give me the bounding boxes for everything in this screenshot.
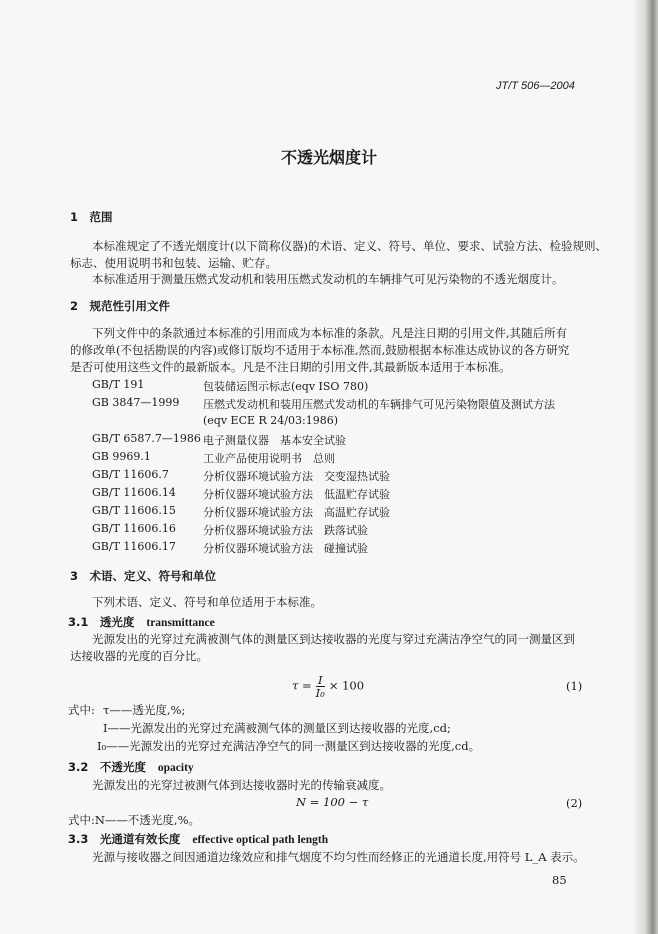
- ref-title: (eqv ECE R 24/03:1986): [203, 414, 338, 427]
- where-item: I——光源发出的光穿过充满被测气体的测量区到达接收器的光度,cd;: [103, 721, 451, 735]
- fraction-denominator: I₀: [315, 686, 325, 700]
- section-2-heading: 2 规范性引用文件: [70, 299, 171, 313]
- term-english: effective optical path length: [192, 834, 329, 846]
- ref-code: GB/T 11606.14: [92, 486, 176, 499]
- equation-fraction: [316, 674, 325, 699]
- equation-2: N = 100 − τ: [296, 795, 369, 809]
- s1-paragraph-2: 本标准适用于测量压燃式发动机和装用压燃式发动机的车辆排气可见污染物的不透光烟度计。: [92, 272, 564, 286]
- ref-code: GB 9969.1: [92, 450, 151, 463]
- equation-lhs: τ =: [292, 678, 312, 693]
- ref-code: GB/T 11606.17: [92, 540, 176, 553]
- section-1-heading: 1 范围: [70, 210, 113, 224]
- document-title: 不透光烟度计: [280, 148, 377, 167]
- where-item: I₀——光源发出的光穿过充满洁净空气的同一测量区到达接收器的光度,cd。: [97, 739, 481, 753]
- equation-rhs: × 100: [328, 678, 365, 693]
- equation-number: (1): [566, 679, 583, 693]
- page-number: 85: [552, 873, 567, 887]
- term-3-1-definition: 达接收器的光度的百分比。: [70, 649, 208, 663]
- term-english: opacity: [157, 762, 194, 774]
- where-item: τ——透光度,%;: [103, 703, 186, 717]
- ref-title: 分析仪器环境试验方法 碰撞试验: [203, 542, 368, 555]
- ref-title: 工业产品使用说明书 总则: [203, 452, 335, 465]
- ref-title: 分析仪器环境试验方法 低温贮存试验: [203, 488, 390, 501]
- s1-paragraph-line: 标志、使用说明书和包装、运输、贮存。: [70, 256, 277, 270]
- s2-paragraph-line: 下列文件中的条款通过本标准的引用而成为本标准的条款。凡是注日期的引用文件,其随后所有: [92, 326, 568, 340]
- term-3-3-definition: 光源与接收器之间因通道边缘效应和排气烟度不均匀性而经修正的光通道长度,用符号 L_A 表示。: [92, 850, 585, 864]
- ref-code: GB/T 11606.7: [92, 468, 169, 481]
- ref-title: 压燃式发动机和装用压燃式发动机的车辆排气可见污染物限值及测试方法: [203, 398, 555, 411]
- fraction-numerator: I: [316, 674, 325, 687]
- equation-1: [292, 674, 364, 699]
- ref-code: GB/T 191: [92, 378, 145, 391]
- ref-title: 分析仪器环境试验方法 跌落试验: [203, 524, 368, 537]
- ref-title: 电子测量仪器 基本安全试验: [203, 434, 346, 447]
- s1-paragraph-line: 本标准规定了不透光烟度计(以下简称仪器)的术语、定义、符号、单位、要求、试验方法、检验规则、: [92, 239, 607, 253]
- term-number-label: 3.3 光通道有效长度: [68, 832, 181, 846]
- term-3-2-heading: [68, 759, 194, 775]
- where-item: 式中:N——不透光度,%。: [68, 813, 201, 827]
- s3-intro: 下列术语、定义、符号和单位适用于本标准。: [92, 595, 322, 609]
- ref-title: 分析仪器环境试验方法 交变湿热试验: [203, 470, 390, 483]
- term-3-1-definition: 光源发出的光穿过充满被测气体的测量区到达接收器的光度与穿过充满洁净空气的同一测量区到: [92, 632, 575, 646]
- term-number-label: 3.1 透光度: [68, 615, 135, 629]
- term-3-3-heading: [68, 831, 328, 847]
- equation-number: (2): [566, 796, 583, 810]
- ref-code: GB 3847—1999: [92, 396, 180, 409]
- ref-title: 包装储运图示标志(eqv ISO 780): [203, 380, 369, 393]
- standard-code: JT/T 506—2004: [496, 80, 575, 92]
- ref-code: GB/T 11606.16: [92, 522, 176, 535]
- page-edge-shadow: [632, 0, 658, 934]
- term-number-label: 3.2 不透光度: [68, 760, 146, 774]
- term-english: transmittance: [146, 617, 215, 629]
- term-3-1-heading: [68, 614, 215, 630]
- section-3-heading: 3 术语、定义、符号和单位: [70, 569, 217, 583]
- s2-paragraph-line: 是否可使用这些文件的最新版本。凡是不注日期的引用文件,其最新版本适用于本标准。: [70, 360, 511, 374]
- ref-title: 分析仪器环境试验方法 高温贮存试验: [203, 506, 390, 519]
- ref-code: GB/T 6587.7—1986: [92, 432, 201, 445]
- s2-paragraph-line: 的修改单(不包括勘误的内容)或修订版均不适用于本标准,然而,鼓励根据本标准达成协议的各方研究: [70, 343, 570, 357]
- where-prefix: 式中:: [68, 703, 95, 717]
- term-3-2-definition: 光源发出的光穿过被测气体到达接收器时光的传输衰减度。: [92, 778, 391, 792]
- ref-code: GB/T 11606.15: [92, 504, 176, 517]
